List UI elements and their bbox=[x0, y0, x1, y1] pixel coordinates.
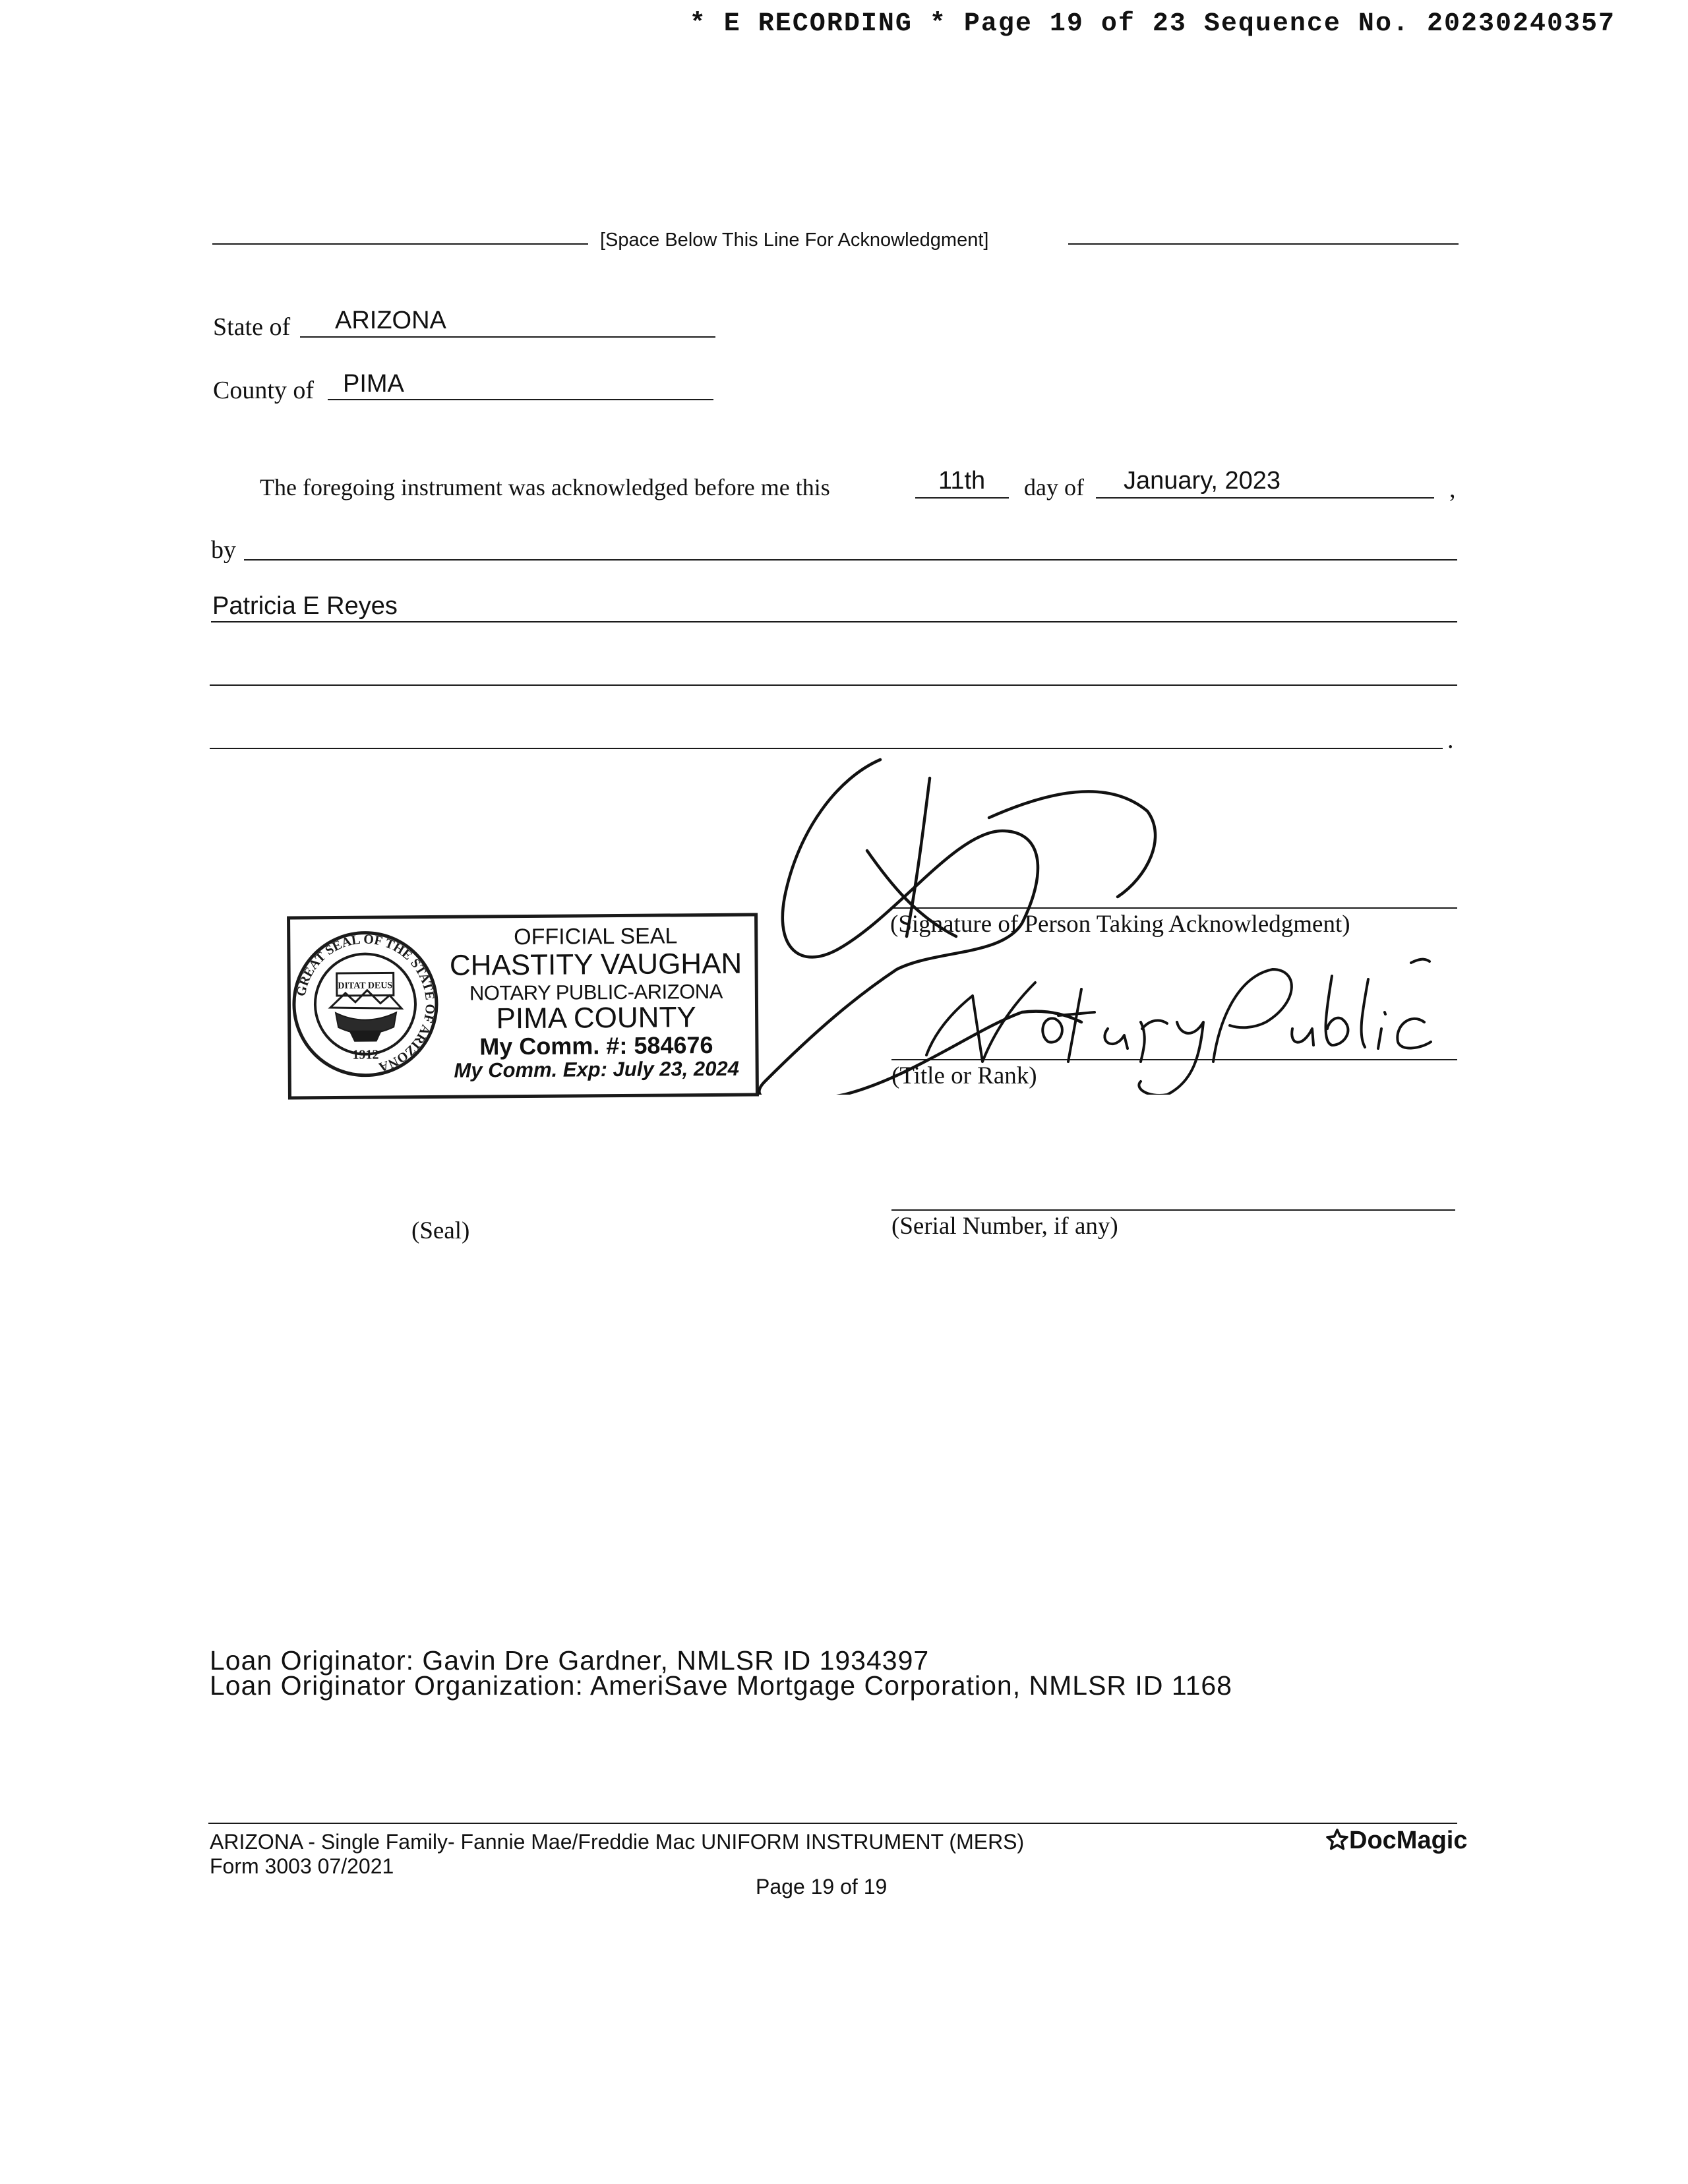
seal-motto: DITAT DEUS bbox=[338, 981, 393, 991]
handwritten-signature bbox=[738, 752, 1464, 1095]
ack-sentence-prefix: The foregoing instrument was acknowledged before me this bbox=[260, 474, 830, 501]
footer-form-number: Form 3003 07/2021 bbox=[210, 1854, 394, 1878]
day-value: 11th bbox=[938, 467, 986, 495]
month-year-line bbox=[1096, 497, 1434, 499]
seal-line-notary: NOTARY PUBLIC-ARIZONA bbox=[469, 979, 723, 1005]
loan-originator: Loan Originator: Gavin Dre Gardner, NMLSR ID 1934397 bbox=[210, 1645, 930, 1676]
notary-seal-stamp bbox=[287, 913, 759, 1100]
by-label: by bbox=[211, 536, 236, 564]
day-line bbox=[915, 497, 1009, 499]
docmagic-logo bbox=[1325, 1827, 1467, 1855]
ack-divider-left bbox=[212, 243, 588, 245]
trailing-comma: , bbox=[1449, 475, 1456, 503]
signer-line bbox=[211, 621, 1457, 622]
seal-line-official: OFFICIAL SEAL bbox=[514, 923, 678, 950]
seal-line-county: PIMA COUNTY bbox=[496, 1001, 696, 1035]
star-outline-icon bbox=[1325, 1828, 1349, 1852]
day-of-label: day of bbox=[1024, 474, 1084, 501]
footer-form-info bbox=[210, 1830, 1024, 1879]
footer-form-title: ARIZONA - Single Family- Fannie Mae/Freddie Mac UNIFORM INSTRUMENT (MERS) bbox=[210, 1830, 1025, 1854]
seal-line-comm-exp: My Comm. Exp: July 23, 2024 bbox=[454, 1056, 740, 1082]
ack-divider-label: [Space Below This Line For Acknowledgment] bbox=[600, 229, 989, 251]
state-label: State of bbox=[213, 313, 291, 341]
seal-ring-text: GREAT SEAL OF THE STATE OF ARIZONA bbox=[293, 932, 438, 1075]
arizona-state-seal-icon bbox=[289, 928, 442, 1081]
state-value: ARIZONA bbox=[335, 307, 446, 334]
seal-line-name: CHASTITY VAUGHAN bbox=[449, 947, 742, 982]
footer-page-number: Page 19 of 19 bbox=[756, 1875, 888, 1898]
loan-originator-block bbox=[210, 1645, 1232, 1701]
seal-line-comm-number: My Comm. #: 584676 bbox=[479, 1031, 713, 1060]
docmagic-brand-text: DocMagic bbox=[1349, 1827, 1468, 1854]
title-label: (Title or Rank) bbox=[891, 1062, 1037, 1089]
blank-line-1 bbox=[210, 684, 1457, 686]
blank-line-2 bbox=[210, 748, 1443, 749]
state-line bbox=[300, 336, 715, 338]
seal-year: 1912 bbox=[352, 1047, 379, 1062]
county-value: PIMA bbox=[343, 370, 404, 398]
ack-divider-right bbox=[1068, 243, 1459, 245]
by-line bbox=[244, 559, 1457, 561]
signature-label: (Signature of Person Taking Acknowledgment) bbox=[890, 911, 1350, 938]
seal-label: (Seal) bbox=[411, 1217, 470, 1244]
county-line bbox=[328, 399, 713, 400]
loan-originator-organization: Loan Originator Organization: AmeriSave Mortgage Corporation, NMLSR ID 1168 bbox=[210, 1670, 1232, 1701]
recording-header: * E RECORDING * Page 19 of 23 Sequence No. 20230240357 bbox=[689, 9, 1615, 39]
trailing-period: . bbox=[1447, 726, 1454, 754]
month-year-value: January, 2023 bbox=[1124, 467, 1281, 495]
serial-line bbox=[891, 1209, 1455, 1211]
serial-label: (Serial Number, if any) bbox=[891, 1213, 1118, 1240]
signer-name: Patricia E Reyes bbox=[212, 592, 398, 620]
county-label: County of bbox=[213, 377, 315, 404]
footer-rule bbox=[208, 1823, 1457, 1824]
